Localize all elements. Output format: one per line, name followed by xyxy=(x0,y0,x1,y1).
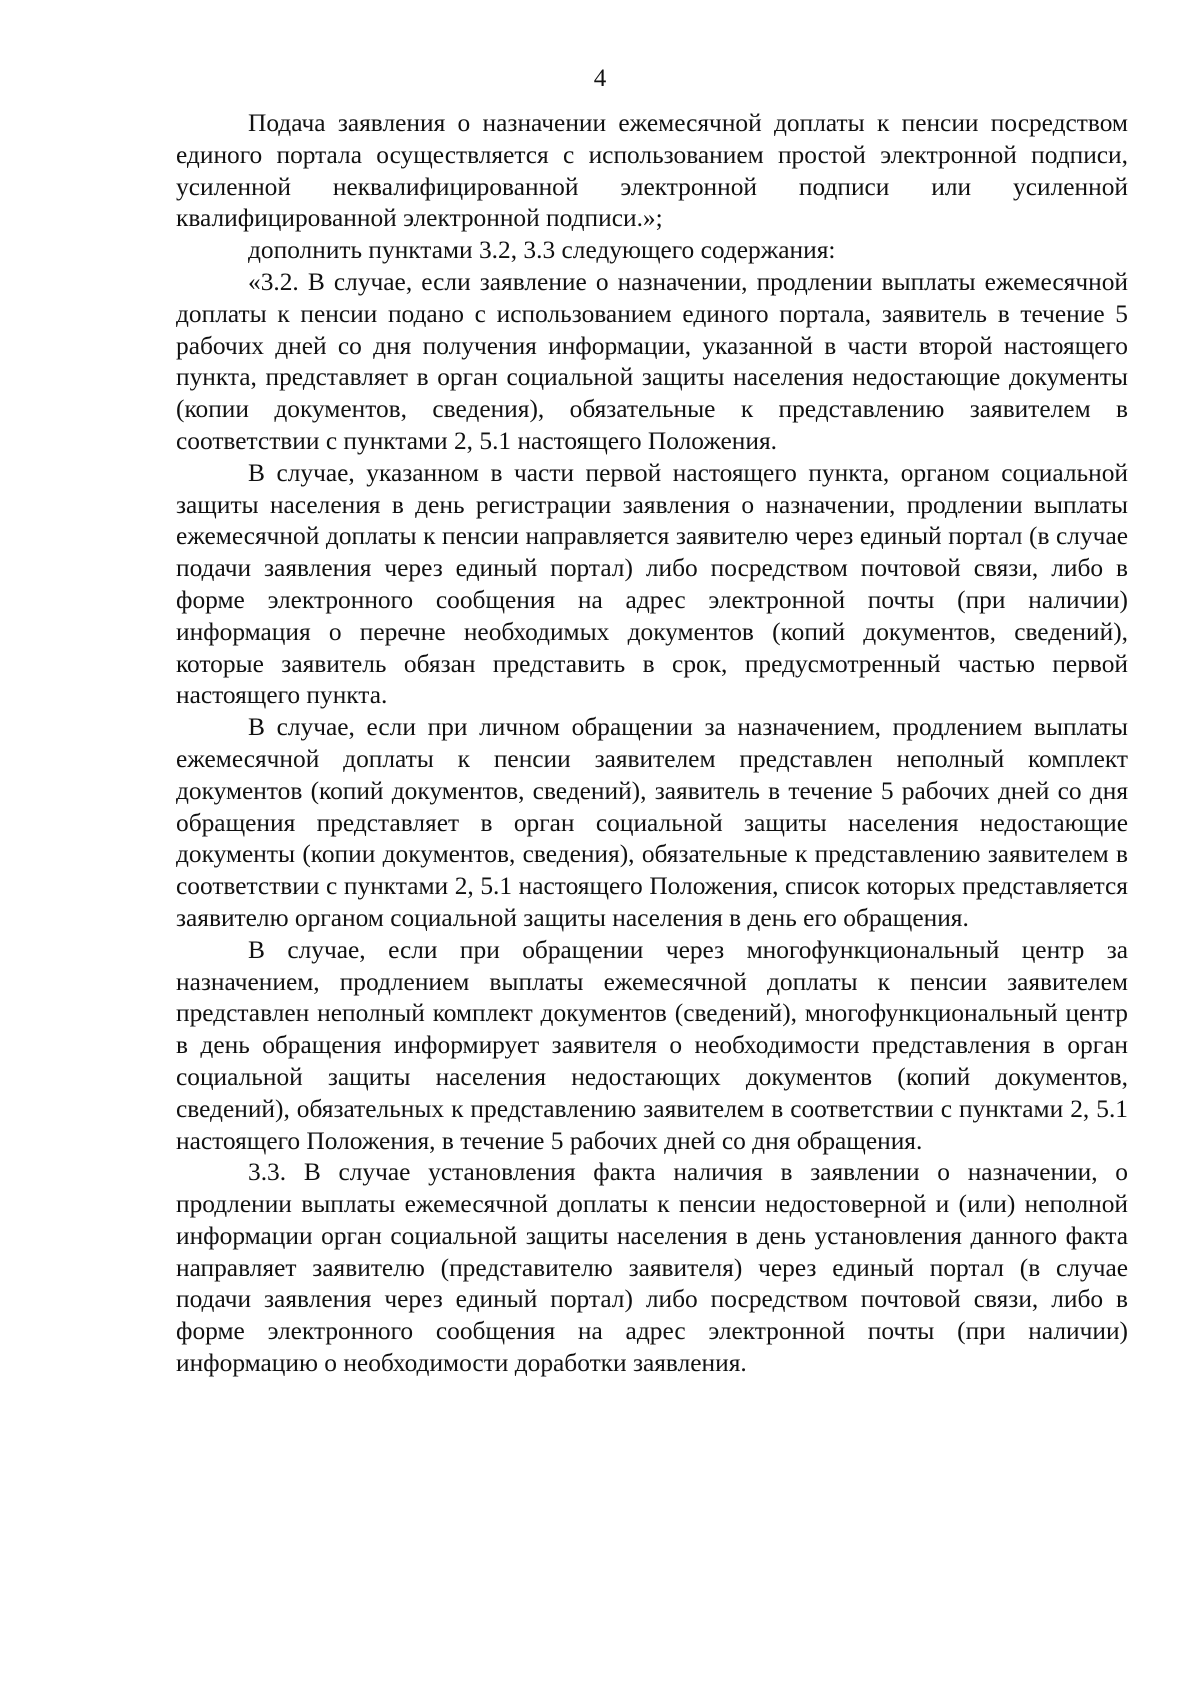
paragraph-amendment-intro: дополнить пунктами 3.2, 3.3 следующего содержания: xyxy=(248,236,836,265)
document-body xyxy=(176,108,1128,1380)
paragraph-3-2-part-2: В случае, указанном в части первой настоящего пункта, органом социальной защиты населения в день регистрации заявления о назначении, продлении выплаты ежемесячной доплаты к пенсии направляется заявителю через единый портал (в случае подачи заявления через единый портал) либо посредством почтовой связи, либо в форме электронного сообщения на адрес электронной почты (при наличии) информация о перечне необходимых документов (копий документов, сведений), которые заявитель обязан представить в срок, предусмотренный частью первой настоящего пункта. xyxy=(176,458,1128,710)
paragraph-3-2-part-1: «3.2. В случае, если заявление о назначении, продлении выплаты ежемесячной доплаты к пенсии подано с использованием единого портала, заявитель в течение 5 рабочих дней со дня получения информации, указанной в части второй настоящего пункта, представляет в орган социальной защиты населения недостающие документы (копии документов, сведения), обязательные к представлению заявителем в соответствии с пунктами 2, 5.1 настоящего Положения. xyxy=(176,267,1128,455)
paragraph-3-2-part-4: В случае, если при обращении через многофункциональный центр за назначением, продлением выплаты ежемесячной доплаты к пенсии заявителем представлен неполный комплект документов (сведений), многофункциональный центр в день обращения информирует заявителя о необходимости представления в орган социальной защиты населения недостающих документов (копий документов, сведений), обязательных к представлению заявителем в соответствии с пунктами 2, 5.1 настоящего Положения, в течение 5 рабочих дней со дня обращения. xyxy=(176,935,1128,1155)
paragraph-3-3: 3.3. В случае установления факта наличия в заявлении о назначении, о продлении выплаты ежемесячной доплаты к пенсии недостоверной и (или) неполной информации орган социальной защиты населения в день установления данного факта направляет заявителю (представителю заявителя) через единый портал (в случае подачи заявления через единый портал) либо посредством почтовой связи, либо в форме электронного сообщения на адрес электронной почты (при наличии) информацию о необходимости доработки заявления. xyxy=(176,1158,1128,1378)
paragraph-signature-clause: Подача заявления о назначении ежемесячной доплаты к пенсии посредством единого портала осуществляется с использованием простой электронной подписи, усиленной неквалифицированной электронной подписи или усиленной квалифицированной электронной подписи.»; xyxy=(176,109,1128,233)
page-number: 4 xyxy=(593,65,607,92)
paragraph-3-2-part-3: В случае, если при личном обращении за назначением, продлением выплаты ежемесячной доплаты к пенсии заявителем представлен неполный комплект документов (копий документов, сведений), заявитель в течение 5 рабочих дней со дня обращения представляет в орган социальной защиты населения недостающие документы (копии документов, сведения), обязательные к представлению заявителем в соответствии с пунктами 2, 5.1 настоящего Положения, список которых представляется заявителю органом социальной защиты населения в день его обращения. xyxy=(176,713,1128,932)
